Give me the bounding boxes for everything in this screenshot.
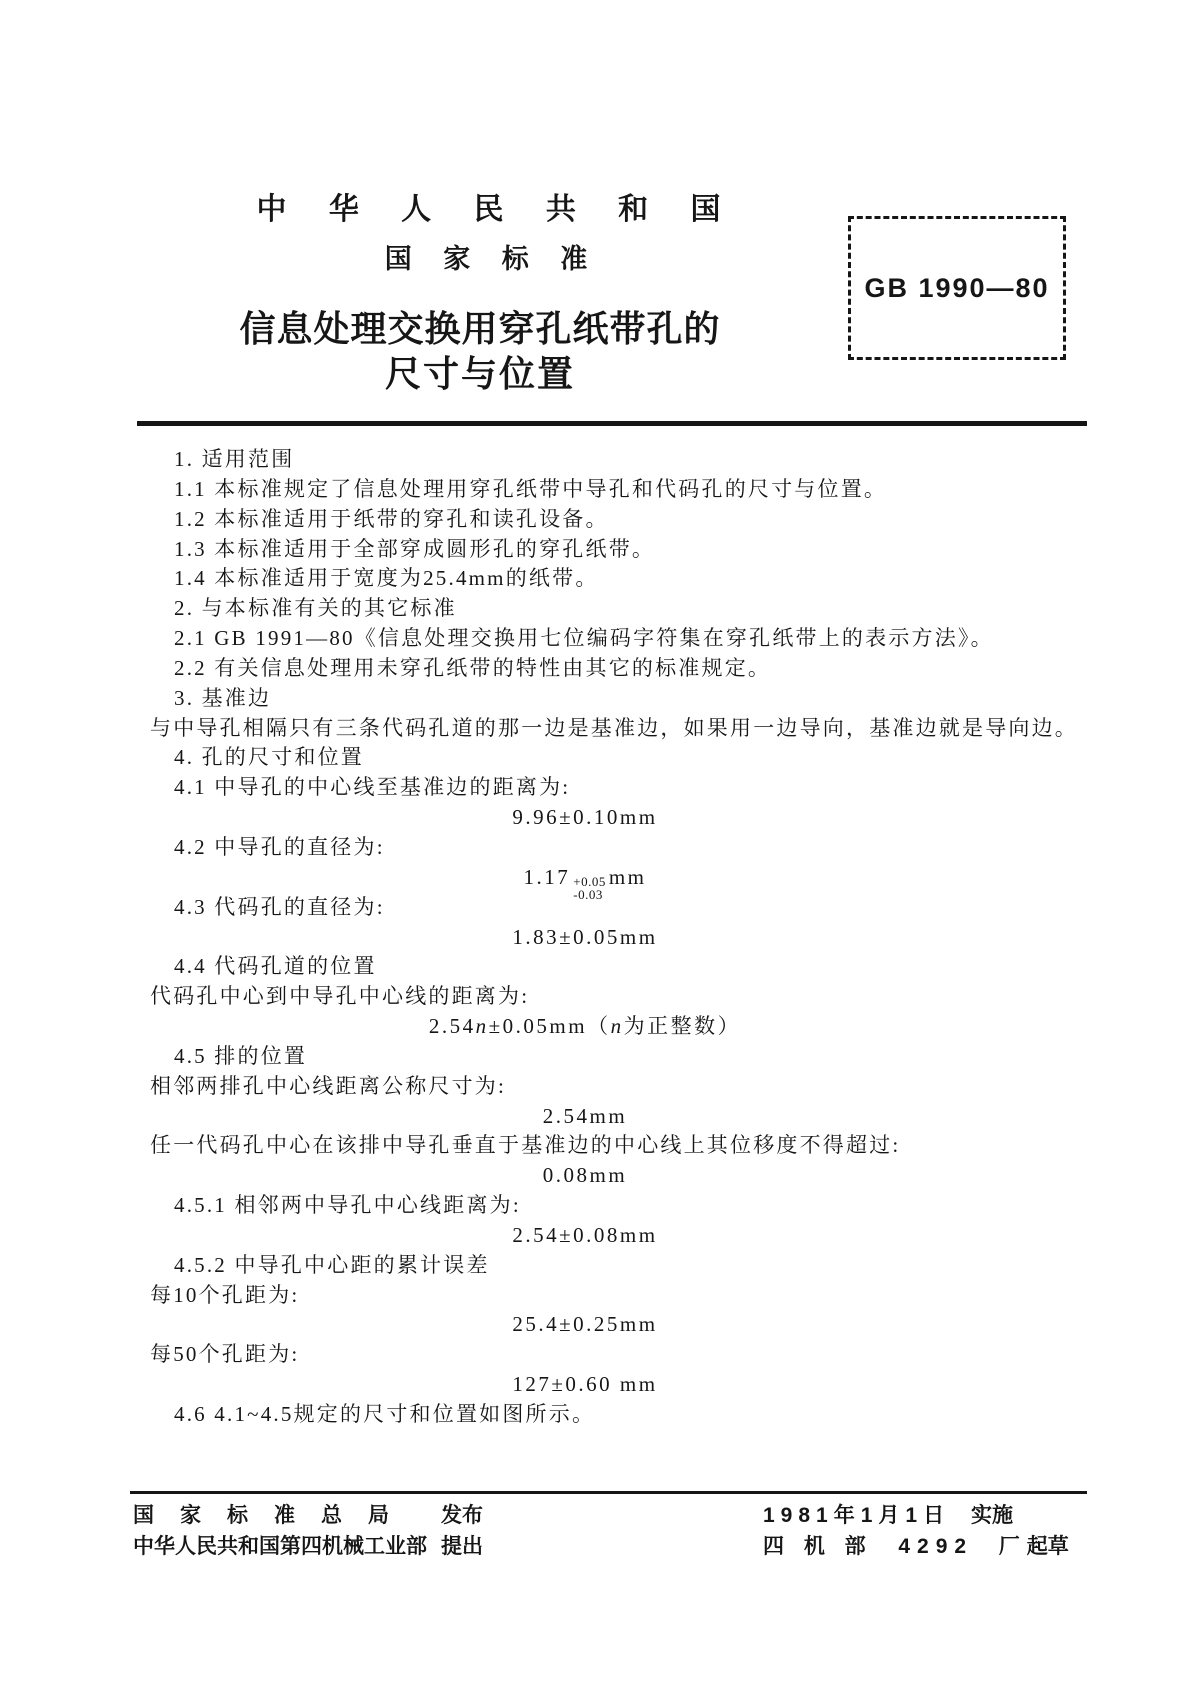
body-line: 代码孔中心到中导孔中心线的距离为: — [150, 984, 530, 1009]
body-line: 2.54mm — [542, 1103, 628, 1128]
body-line: 4.1 中导孔的中心线至基准边的距离为: — [174, 775, 571, 800]
proposer-action: 提出 — [441, 1535, 483, 1558]
document-title-line2: 尺寸与位置 — [384, 353, 575, 394]
body-line: 4.3 代码孔的直径为: — [174, 894, 385, 919]
body-line: 与中导孔相隔只有三条代码孔道的那一边是基准边，如果用一边导向，基准边就是导向边。 — [150, 715, 1078, 740]
body-line: 3. 基准边 — [174, 685, 272, 710]
body-line: 相邻两排孔中心线距离公称尺寸为: — [150, 1073, 507, 1098]
body-line: 每10个孔距为: — [150, 1282, 300, 1307]
body-line: 4. 孔的尺寸和位置 — [174, 745, 364, 770]
implementation-row — [763, 1500, 1013, 1531]
footer-rule — [130, 1491, 1087, 1494]
publisher-action: 发布 — [441, 1504, 483, 1527]
body-line: 1.17 +0.05 -0.03 mm — [523, 864, 647, 902]
body-lines — [0, 445, 1191, 1430]
publisher-row — [133, 1500, 483, 1531]
body-line: 1.4 本标准适用于宽度为25.4mm的纸带。 — [174, 566, 599, 591]
body-line: 25.4±0.25mm — [512, 1312, 658, 1337]
body-line: 1.83±0.05mm — [512, 924, 658, 949]
body-line: 任一代码孔中心在该排中导孔垂直于基准边的中心线上其位移度不得超过: — [150, 1133, 901, 1158]
footer-right — [763, 1500, 1069, 1562]
country-name: 中 华 人 民 共 和 国 — [256, 193, 738, 226]
proposer-row — [133, 1531, 483, 1562]
drafter-row — [763, 1531, 1069, 1562]
implementation-action: 实施 — [971, 1504, 1013, 1527]
body-line: 2.54±0.08mm — [512, 1222, 658, 1247]
body-line: 4.5.2 中导孔中心距的累计误差 — [174, 1252, 490, 1277]
body-line: 4.6 4.1~4.5规定的尺寸和位置如图所示。 — [174, 1402, 596, 1426]
body-line: 4.5.1 相邻两中导孔中心线距离为: — [174, 1193, 521, 1218]
body-line: 127±0.60 mm — [512, 1372, 658, 1397]
body-line: 4.4 代码孔道的位置 — [174, 954, 377, 979]
drafter-name: 四 机 部 4292 厂 — [763, 1535, 1027, 1558]
implementation-date: 1981年1月1日 — [763, 1504, 951, 1527]
body-line: 0.08mm — [542, 1163, 628, 1188]
body-line: 2.54n±0.05mm（n为正整数） — [428, 1014, 742, 1039]
body-line: 1.1 本标准规定了信息处理用穿孔纸带中导孔和代码孔的尺寸与位置。 — [174, 476, 888, 501]
body-line: 1. 适用范围 — [174, 447, 295, 471]
body-line: 1.2 本标准适用于纸带的穿孔和读孔设备。 — [174, 506, 609, 531]
publisher-name: 国家标准总局 — [133, 1504, 415, 1527]
standard-type-label: 国 家 标 准 — [384, 244, 600, 274]
document-title-line1: 信息处理交换用穿孔纸带孔的 — [239, 308, 721, 349]
header-rule — [137, 421, 1087, 426]
footer-left — [133, 1500, 483, 1562]
body-line: 每50个孔距为: — [150, 1342, 300, 1367]
body-line: 1.3 本标准适用于全部穿成圆形孔的穿孔纸带。 — [174, 536, 656, 561]
drafter-action: 起草 — [1026, 1535, 1069, 1558]
standard-number-box — [848, 216, 1066, 360]
body-line: 2.1 GB 1991—80《信息处理交换用七位编码字符集在穿孔纸带上的表示方法》。 — [174, 626, 994, 651]
tolerance-stack: +0.05 -0.03 — [573, 873, 606, 902]
body-line: 2. 与本标准有关的其它标准 — [174, 596, 457, 621]
body-line: 4.2 中导孔的直径为: — [174, 834, 385, 859]
body-line: 2.2 有关信息处理用未穿孔纸带的特性由其它的标准规定。 — [174, 655, 772, 680]
body-line: 9.96±0.10mm — [512, 805, 658, 830]
standard-number: GB 1990—80 — [864, 272, 1050, 303]
body-line: 4.5 排的位置 — [174, 1043, 308, 1068]
proposer-name: 中华人民共和国第四机械工业部 — [133, 1535, 427, 1558]
